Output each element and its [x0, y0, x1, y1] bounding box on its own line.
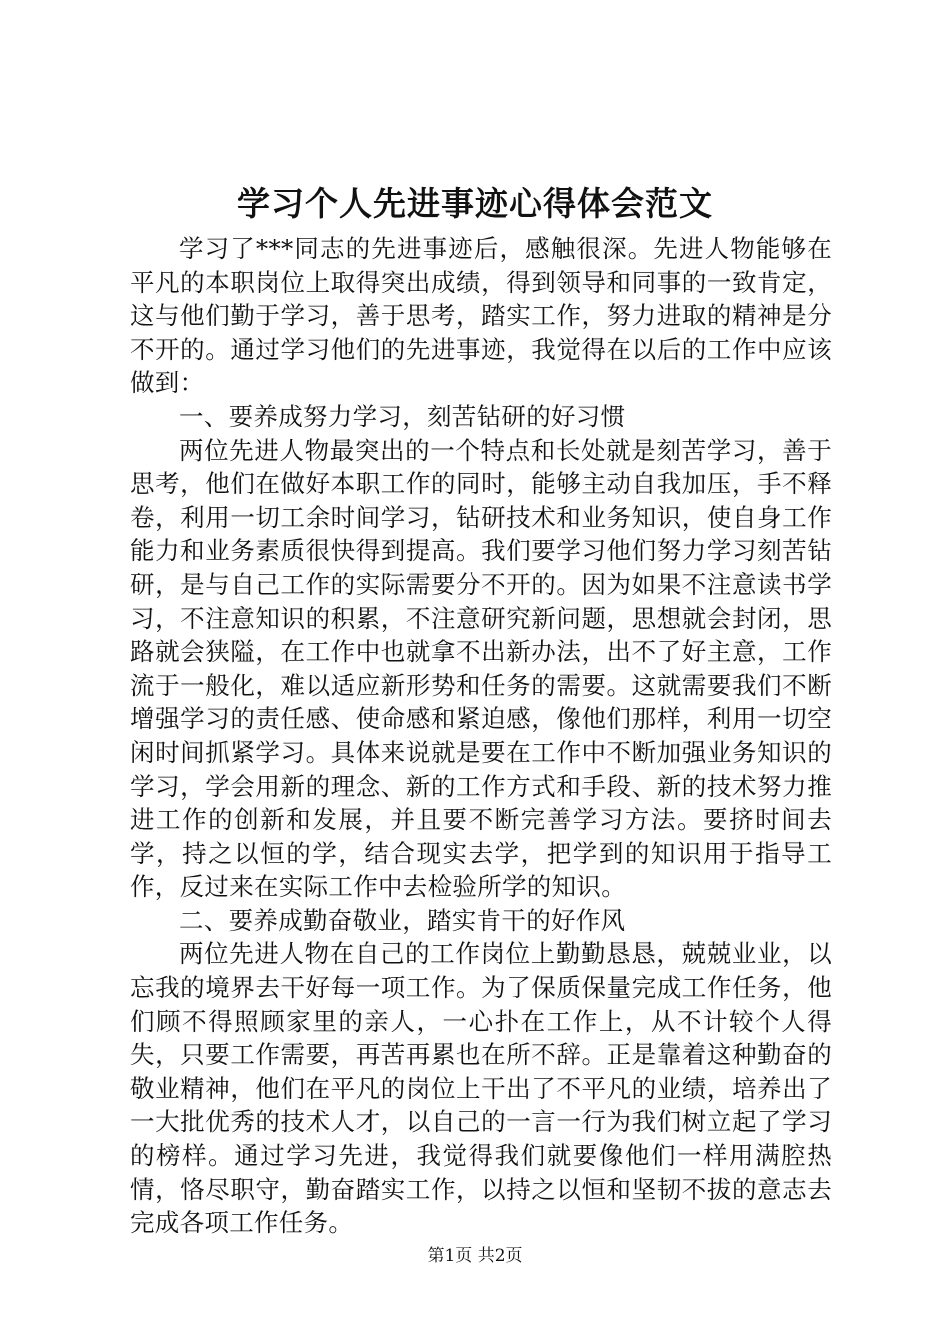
section-paragraph-2: 两位先进人物在自己的工作岗位上勤勤恳恳，兢兢业业，以忘我的境界去干好每一项工作。为了保质保量完成工作任务，他们顾不得照顾家里的亲人，一心扑在工作上，从不计较个人得失，只要工作需要，再苦再累也在所不辞。正是靠着这种勤奋的敬业精神，他们在平凡的岗位上干出了不平凡的业绩，培养出了一大批优秀的技术人才，以自己的一言一行为我们树立起了学习的榜样。通过学习先进，我觉得我们就要像他们一样用满腔热情，恪尽职守，勤奋踏实工作，以持之以恒和坚韧不拔的意志去完成各项工作任务。: [130, 939, 832, 1238]
page-footer: 第1页 共2页: [427, 1246, 523, 1266]
document-body: [130, 232, 832, 1240]
document-title: 学习个人先进事迹心得体会范文: [237, 184, 713, 223]
section-heading-2: 二、要养成勤奋敬业，踏实肯干的好作风: [179, 905, 626, 935]
section-paragraph-1: 两位先进人物最突出的一个特点和长处就是刻苦学习，善于思考，他们在做好本职工作的同时，能够主动自我加压，手不释卷，利用一切工余时间学习，钻研技术和业务知识，使自身工作能力和业务素质很快得到提高。我们要学习他们努力学习刻苦钻研，是与自己工作的实际需要分不开的。因为如果不注意读书学习，不注意知识的积累，不注意研究新问题，思想就会封闭，思路就会狭隘，在工作中也就拿不出新办法，出不了好主意，工作流于一般化，难以适应新形势和任务的需要。这就需要我们不断增强学习的责任感、使命感和紧迫感，像他们那样，利用一切空闲时间抓紧学习。具体来说就是要在工作中不断加强业务知识的学习，学会用新的理念、新的工作方式和手段、新的技术努力推进工作的创新和发展，并且要不断完善学习方法。要挤时间去学，持之以恒的学，结合现实去学，把学到的知识用于指导工作，反过来在实际工作中去检验所学的知识。: [130, 435, 832, 902]
section-heading-1: 一、要养成努力学习，刻苦钻研的好习惯: [179, 401, 626, 431]
intro-paragraph: 学习了***同志的先进事迹后，感触很深。先进人物能够在平凡的本职岗位上取得突出成绩，得到领导和同事的一致肯定，这与他们勤于学习，善于思考，踏实工作，努力进取的精神是分不开的。通过学习他们的先进事迹，我觉得在以后的工作中应该做到：: [130, 234, 832, 398]
